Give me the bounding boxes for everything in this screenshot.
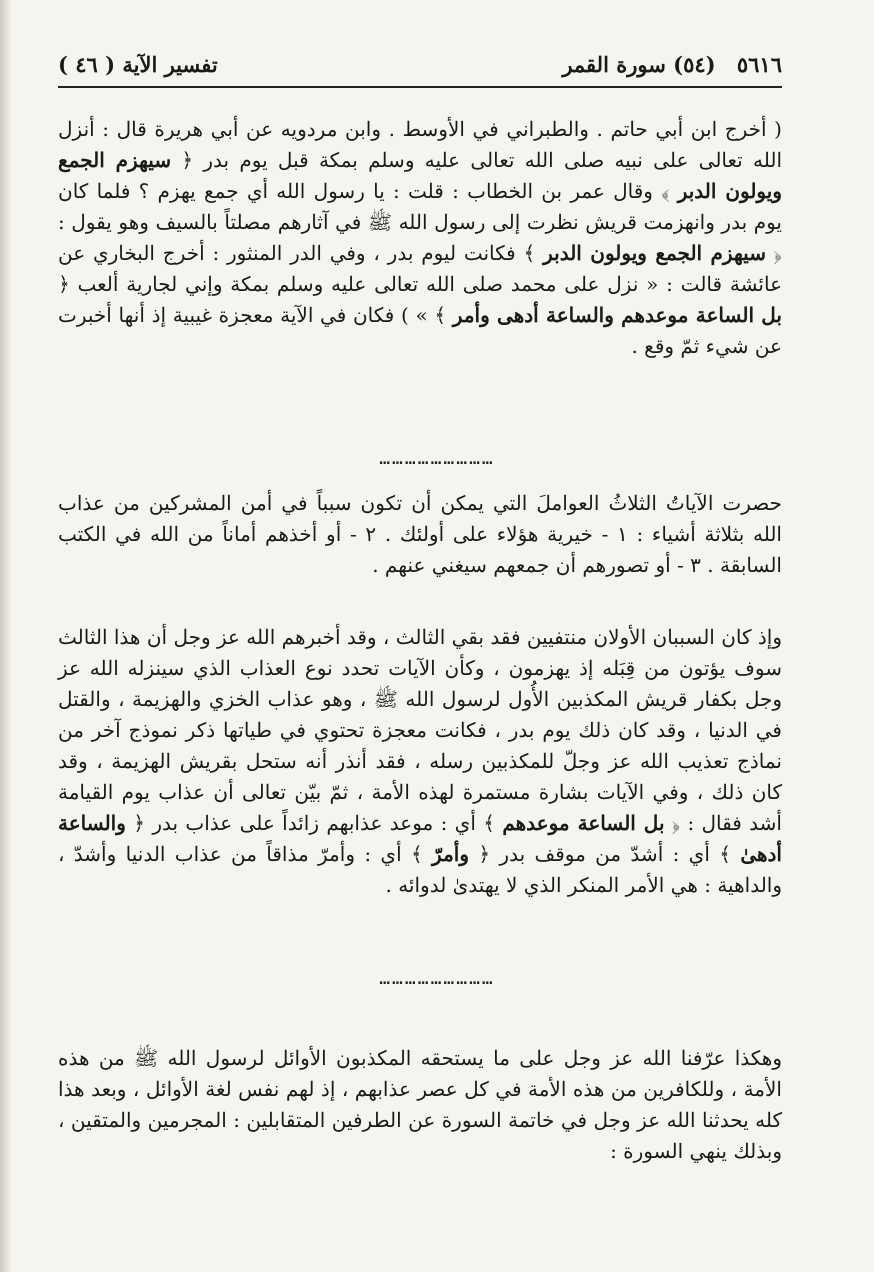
quran-verse: بل الساعة موعدهم (502, 811, 665, 835)
surah-title: (٥٤) سورة القمر (562, 52, 716, 77)
p1-text: ﴾ » ) فكان في الآية معجزة غيبية إذ أنها أخبرت عن شيء ثمّ وقع . (58, 303, 782, 358)
p3-text: وإذ كان السببان الأولان منتفيين فقد بقي الثالث ، وقد أخبرهم الله عز وجل أن هذا الثالث سوف يؤتون من قِبَله إذ يهزمون ، وكأن الآيات تحدد نوع العذاب الذي سينزله الله عز وجل بكفار قريش المكذبين الأُول لرسول الله ﷺ ، وهو عذاب الخزي والهزيمة ، والقتل في الدنيا ، وقد كان ذلك يوم بدر ، فكانت معجزة تحتوي في طياتها ذكر نموذج آخر من نماذج تعذيب الله عز وجلّ للمكذبين رسله ، فقد أنذر أنه ستحل بقريش الهزيمة ، وقد كان ذلك ، وفي الآيات بشارة مستمرة لهذه الأمة ، ثمّ بيّن تعالى أن عذاب يوم القيامة أشد فقال : ﴿ (58, 625, 782, 835)
header-right (562, 52, 782, 77)
paragraph-2: حصرت الآياتُ الثلاثُ العواملَ التي يمكن أن تكون سبباً في أمن المشركين من عذاب الله بثلاثة أشياء : ١ - خيرية هؤلاء على أولئك . ٢ - أو أخذهم أماناً من الله في الكتب السابقة . ٣ - أو تصورهم أن جمعهم سيغني عنهم . (58, 491, 782, 577)
section-title: تفسير الآية ( ٤٦ ) (58, 52, 218, 77)
quran-verse: سيهزم الجمع ويولون الدبر (58, 148, 782, 203)
header-rule (58, 86, 782, 88)
p3-text: ﴾ أي : وأمرّ مذاقاً من عذاب الدنيا وأشدّ ، والداهية : هي الأمر المنكر الذي لا يهتدىٰ لدوائه . (58, 842, 782, 897)
p3-text: ﴾ أي : موعد عذابهم زائداً على عذاب بدر ﴿ (125, 811, 503, 835)
dotted-separator: ……………………… (379, 448, 495, 469)
p1-text: ﴾ وقال عمر بن الخطاب : قلت : يا رسول الله أي جمع يهزم ؟ فلما كان يوم بدر وانهزمت قريش نظرت إلى رسول الله ﷺ في آثارهم مصلتاً بالسيف وهو يقول : ﴿ (58, 179, 782, 265)
quran-verse: سيهزم الجمع ويولون الدبر (543, 241, 766, 265)
p1-text: ﴾ فكانت ليوم بدر ، وفي الدر المنثور : أخرج البخاري عن عائشة قالت : « نزل على محمد صلى الله تعالى عليه وسلم بمكة وإني لجارية ألعب ﴿ (58, 241, 782, 296)
paragraph-3 (58, 622, 782, 901)
paragraph-4: وهكذا عرّفنا الله عز وجل على ما يستحقه المكذبون الأوائل لرسول الله ﷺ من هذه الأمة ، وللكافرين من هذه الأمة في كل عصر عذابهم ، إذ لهم نفس لغة الأوائل ، وبعد هذا كله يحدثنا الله عز وجل في خاتمة السورة عن الطرفين المتقابلين : المجرمين والمتقين ، وبذلك ينهي السورة : (58, 1046, 782, 1163)
running-header (58, 50, 782, 84)
paragraph-1 (58, 114, 782, 362)
p1-text: ( أخرج ابن أبي حاتم . والطبراني في الأوسط . وابن مردويه عن أبي هريرة قال : أنزل الله تعالى على نبيه صلى الله تعالى عليه وسلم بمكة قبل يوم بدر ﴿ (58, 117, 783, 172)
p3-text: ﴾ أي : أشدّ من موقف بدر ﴿ (469, 842, 741, 866)
page-number: ٥٦١٦ (736, 52, 782, 77)
quran-verse: والساعة أدهىٰ (58, 811, 782, 866)
page-edge-shadow (0, 0, 12, 1272)
dotted-separator: ……………………… (379, 968, 495, 989)
quran-verse: وأمرّ (432, 842, 470, 866)
quran-verse: بل الساعة موعدهم والساعة أدهى وأمر (452, 303, 782, 327)
